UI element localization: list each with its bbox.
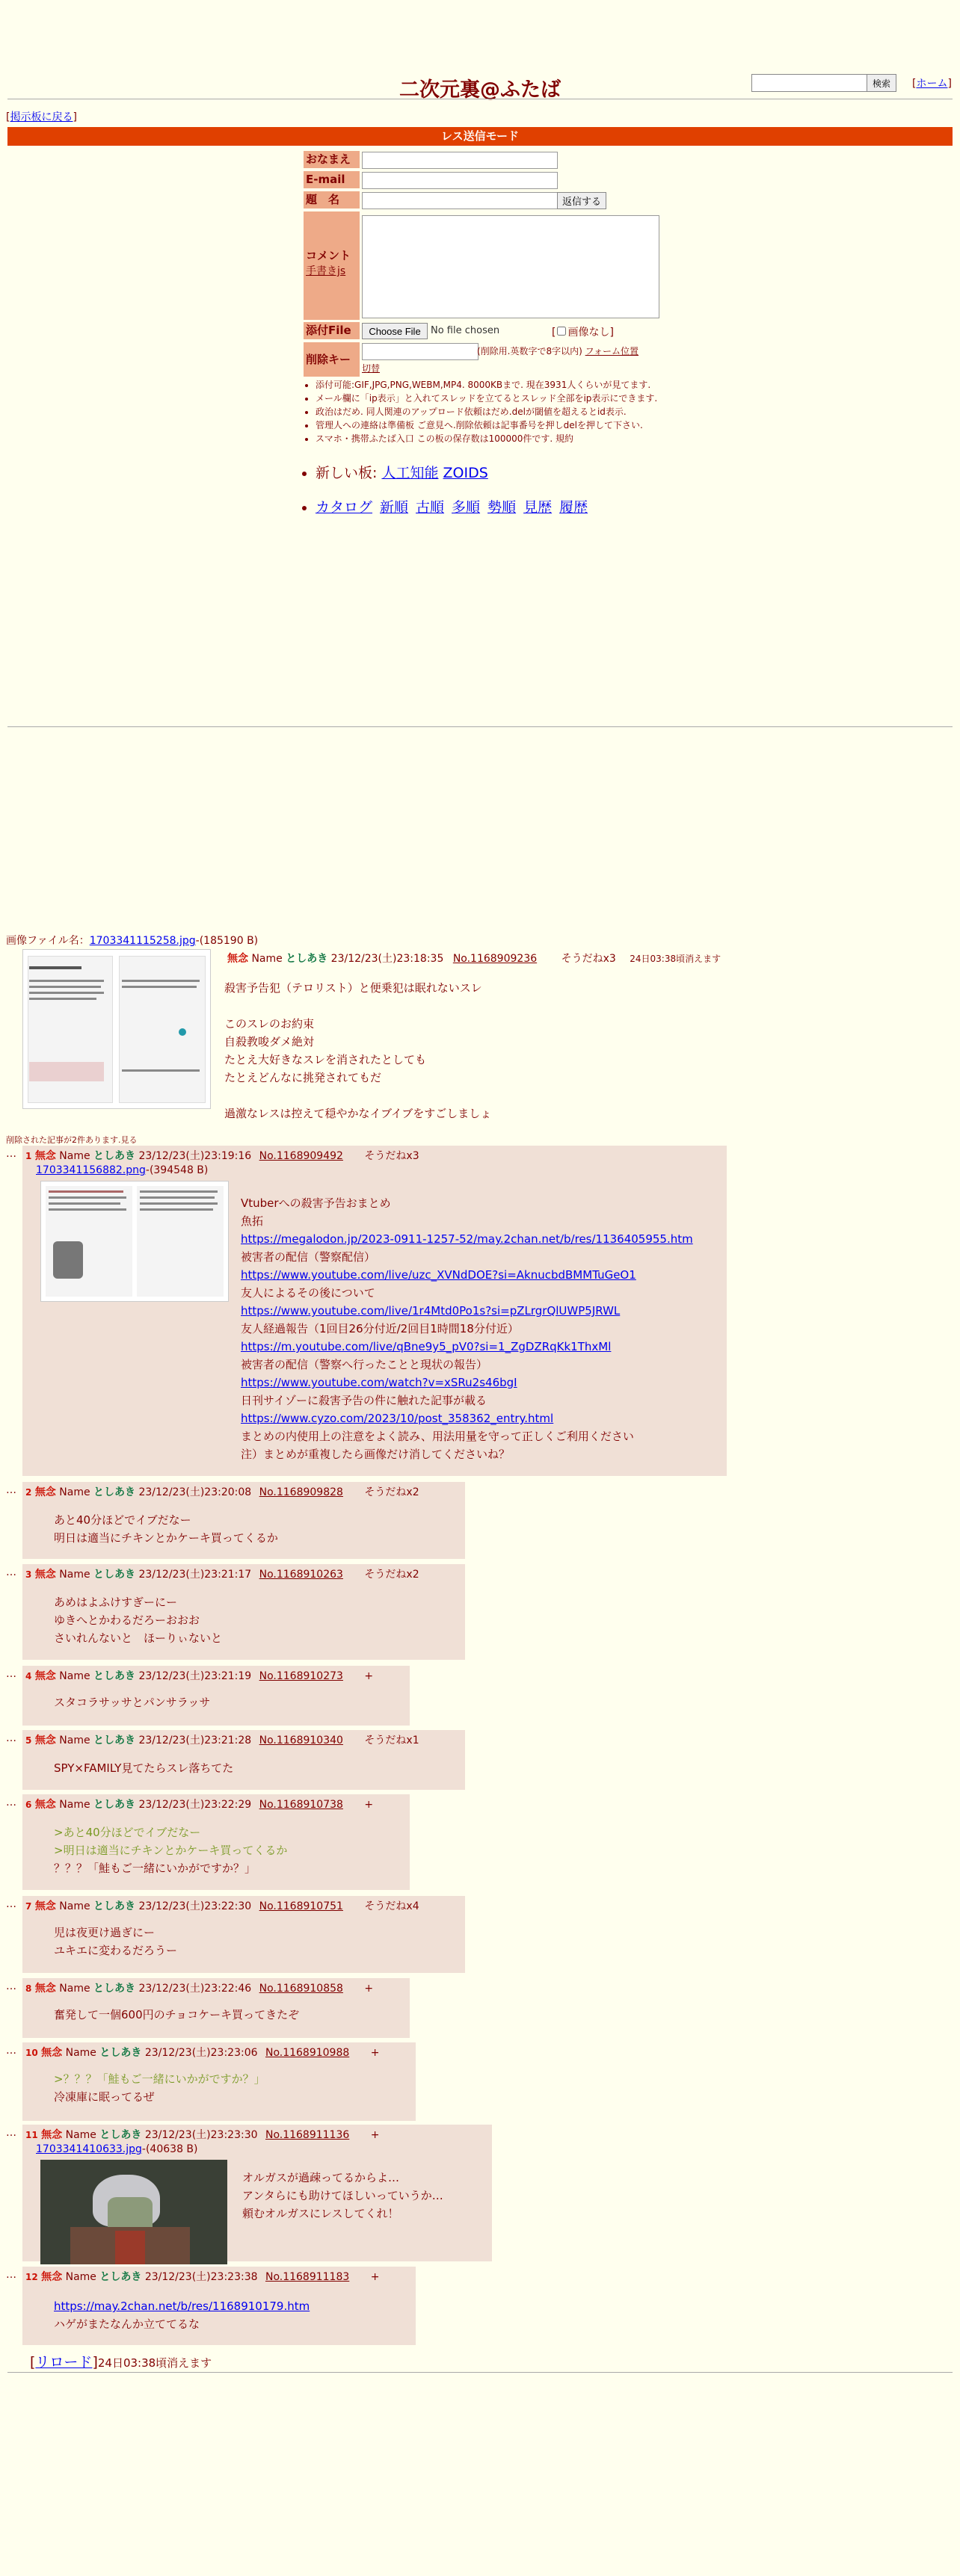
name-label: Name <box>59 1150 90 1162</box>
quote-line: >明日は適当にチキンとかケーキ買ってくるか <box>54 1844 288 1857</box>
op-line: このスレのお約束 <box>224 1017 315 1031</box>
reply-thumbnail[interactable] <box>40 1181 229 1302</box>
reply-index: 7 <box>25 1901 32 1912</box>
sodane-button[interactable]: そうだねx2 <box>364 1486 419 1498</box>
home-link[interactable]: ホーム <box>916 78 948 90</box>
reply-index: 10 <box>25 2048 38 2058</box>
delete-key-field[interactable] <box>362 343 479 360</box>
reply-header <box>25 1732 419 1747</box>
email-field[interactable] <box>362 172 558 189</box>
no-image-label: 画像なし <box>567 327 610 339</box>
reply-marker: … <box>6 1668 16 1680</box>
reply-line: ユキエに変わるだろうー <box>54 1944 178 1957</box>
op-file-size: -(185190 B) <box>195 935 259 947</box>
name-label: Name <box>59 1799 90 1811</box>
reply-subject: 無念 <box>34 1900 56 1912</box>
reply-header <box>25 2127 379 2142</box>
reply-index: 2 <box>25 1487 32 1498</box>
reply-line: ハゲがまたなんか立ててるな <box>54 2317 200 2331</box>
reply-header <box>25 1484 419 1499</box>
name-label: Name <box>251 953 283 965</box>
post-date: 23/12/23(土)23:19:16 <box>138 1150 252 1162</box>
reply-body <box>54 1593 222 1647</box>
reply-link[interactable]: https://megalodon.jp/2023-0911-1257-52/may.2chan.net/b/res/1136405955.htm <box>241 1232 693 1246</box>
reply-file-link[interactable]: 1703341156882.png <box>36 1164 146 1176</box>
sodane-button[interactable]: そうだねx2 <box>364 1569 419 1581</box>
op-thumbnail[interactable] <box>22 949 211 1109</box>
op-line <box>224 1087 491 1105</box>
reply-subject: 無念 <box>41 2271 63 2283</box>
post-number[interactable]: No.1168911136 <box>265 2129 350 2141</box>
name-label: Name <box>59 1983 90 1995</box>
reply-thumbnail[interactable] <box>40 2160 227 2264</box>
reply-body <box>54 1924 177 1959</box>
poster-name: としあき <box>93 1486 136 1498</box>
note-item: • 政治はだめ. 同人関連のアップロード依頼はだめ.delが閾値を超えるとid表示. <box>316 405 697 418</box>
delete-key-label: 削除キー <box>304 342 360 377</box>
reply-marker: … <box>6 1797 16 1809</box>
back-link-wrap: [掲示板に戻る] <box>6 111 77 123</box>
post-number[interactable]: No.1168910738 <box>259 1799 343 1811</box>
reply-index: 11 <box>25 2130 38 2140</box>
reply-line: ゆきへとかわるだろーおおお <box>54 1613 200 1627</box>
poster-name: としあき <box>93 1735 136 1746</box>
email-label: E-mail <box>304 171 360 188</box>
reply-header <box>25 1898 419 1913</box>
reply-body <box>54 2070 265 2106</box>
reply-index: 1 <box>25 1151 32 1161</box>
board-link-ai[interactable]: 人工知能 <box>381 465 439 481</box>
reply-line: Vtuberへの殺害予告おまとめ <box>241 1196 391 1210</box>
reply-line: オルガスが過疎ってるからよ… <box>242 2171 400 2184</box>
reply-line: あと40分ほどでイブだなー <box>54 1513 191 1527</box>
subject-field[interactable] <box>362 192 558 209</box>
note-item: • 管理人への連絡は準備板 ご意見へ.削除依頼は記事番号を押しdelを押して下さい. <box>316 418 697 432</box>
comment-textarea[interactable] <box>362 215 659 318</box>
reply-subject: 無念 <box>41 2047 63 2059</box>
name-label: Name <box>65 2271 96 2283</box>
reply-header <box>25 1797 373 1811</box>
reply-mode-bar: レス送信モード <box>7 127 953 146</box>
name-label: Name <box>59 1735 90 1746</box>
poster-name: としあき <box>93 1799 136 1811</box>
op-body <box>224 979 491 1122</box>
file-status: No file chosen <box>431 325 500 336</box>
reply-marker: … <box>6 2045 16 2057</box>
name-label: Name <box>59 1900 90 1912</box>
reply-header <box>25 1566 419 1581</box>
reply-line: 友人によるその後について <box>241 1286 375 1300</box>
reply-line: 児は夜更け過ぎにー <box>54 1926 156 1939</box>
post-date: 23/12/23(土)23:18:35 <box>330 953 444 965</box>
reply-subject: 無念 <box>34 1670 56 1682</box>
op-line: たとえどんなに挑発されてもだ <box>224 1071 382 1084</box>
sort-many[interactable]: 多順 <box>452 499 481 516</box>
post-date: 23/12/23(土)23:21:17 <box>138 1569 252 1581</box>
reload-link[interactable]: リロード <box>35 2354 93 2370</box>
new-boards <box>299 462 488 482</box>
reply-index: 6 <box>25 1800 32 1810</box>
reply-link[interactable]: https://www.youtube.com/watch?v=xSRu2s46bgI <box>241 1376 517 1389</box>
post-number[interactable]: No.1168910858 <box>259 1983 343 1995</box>
sodane-button[interactable]: + <box>364 1983 374 1995</box>
sodane-button[interactable]: そうだねx3 <box>561 953 616 965</box>
reply-marker: … <box>6 2269 16 2281</box>
no-image-option: [ 画像なし] <box>552 327 614 339</box>
post-date: 23/12/23(土)23:23:06 <box>144 2047 258 2059</box>
post-date: 23/12/23(土)23:21:19 <box>138 1670 252 1682</box>
page-title: 二次元裏@ふたば <box>399 78 561 102</box>
reply-line: ？？？「鮭もご一緒にいかがですか？」 <box>54 1862 256 1875</box>
reply-body <box>54 1693 210 1711</box>
reply-subject: 無念 <box>41 2129 63 2141</box>
reply-body <box>54 2006 299 2024</box>
search-input[interactable] <box>751 74 868 92</box>
reply-line: 冷凍庫に眠ってるぜ <box>54 2090 155 2104</box>
reply-line: スタコラサッサとパンサラッサ <box>54 1696 211 1709</box>
reply-index: 8 <box>25 1983 32 1994</box>
op-post-number[interactable]: No.1168909236 <box>452 953 538 965</box>
form-position-link[interactable]: フォーム位置 <box>585 346 639 356</box>
reply-line: アンタらにも助けてほしいっていうか… <box>242 2189 443 2202</box>
no-image-checkbox[interactable] <box>557 327 566 336</box>
post-number[interactable]: No.1168909828 <box>259 1486 343 1498</box>
new-boards-label: 新しい板: <box>316 465 378 481</box>
post-number[interactable]: No.1168910263 <box>259 1569 343 1581</box>
op-line: 過激なレスは控えて穏やかなイブイブをすごしましょ <box>224 1107 492 1120</box>
reply-subject: 無念 <box>34 1735 56 1746</box>
post-date: 23/12/23(土)23:22:29 <box>138 1799 252 1811</box>
sodane-button[interactable]: そうだねx3 <box>364 1150 419 1162</box>
reply-line: 被害者の配信（警察へ行ったことと現状の報告） <box>241 1358 488 1371</box>
sort-links <box>299 496 588 516</box>
reply-link[interactable]: https://www.youtube.com/live/1r4Mtd0Po1s?si=pZLrgrQlUWP5JRWL <box>241 1304 621 1318</box>
poster-name: としあき <box>93 1983 136 1995</box>
reply-marker: … <box>6 1566 16 1578</box>
home-link-wrap: [ホーム] <box>912 78 952 90</box>
divider <box>7 2372 953 2373</box>
poster-name: としあき <box>93 1670 136 1682</box>
post-date: 23/12/23(土)23:22:46 <box>138 1983 252 1995</box>
back-to-board-link[interactable]: 掲示板に戻る <box>10 111 73 123</box>
op-file-link[interactable]: 1703341115258.jpg <box>89 935 196 947</box>
reply-file-line <box>36 2143 198 2155</box>
reply-file-line <box>36 1164 208 1176</box>
deleted-notice[interactable]: 削除された記事が2件あります.見る <box>6 1135 138 1145</box>
handwriting-link[interactable]: 手書きjs <box>306 265 346 277</box>
post-date: 23/12/23(土)23:23:30 <box>144 2129 258 2141</box>
delete-key-hint-text: (削除用.英数字で8字以内) <box>477 346 582 356</box>
name-label: Name <box>65 2047 96 2059</box>
sort-history[interactable]: 履歴 <box>559 499 588 516</box>
reply-index: 5 <box>25 1735 32 1746</box>
reply-index: 4 <box>25 1671 32 1681</box>
poster-name: としあき <box>99 2271 142 2283</box>
notes-list <box>299 378 697 445</box>
reply-header <box>25 1980 373 1995</box>
op-file-label: 画像ファイル名： <box>6 935 90 947</box>
op-subject: 無念 <box>227 953 248 965</box>
post-number[interactable]: No.1168910988 <box>265 2047 350 2059</box>
reply-line: 明日は適当にチキンとかケーキ買ってくるか <box>54 1531 278 1545</box>
reply-subject: 無念 <box>34 1569 56 1581</box>
sodane-button[interactable]: そうだねx1 <box>364 1735 419 1746</box>
reply-body <box>54 1823 287 1877</box>
sodane-button[interactable]: + <box>370 2129 380 2141</box>
expire-notice: 24日03:38頃消えます <box>630 954 721 964</box>
name-field[interactable] <box>362 152 558 169</box>
poster-name: としあき <box>93 1150 136 1162</box>
reply-line: 注）まとめが重複したら画像だけ消してくださいね？ <box>241 1448 511 1461</box>
reply-link[interactable]: https://m.youtube.com/live/qBne9y5_pV0?si=1_ZgDZRqKk1ThxMl <box>241 1340 612 1353</box>
sodane-button[interactable]: + <box>364 1799 374 1811</box>
poster-name: としあき <box>99 2129 142 2141</box>
sodane-button[interactable]: + <box>370 2047 380 2059</box>
reply-body <box>242 2169 443 2223</box>
op-line <box>224 997 491 1015</box>
form-switch-link[interactable]: 切替 <box>362 363 381 374</box>
poster-name: としあき <box>99 2047 142 2059</box>
poster-name: としあき <box>93 1900 136 1912</box>
reply-subject: 無念 <box>34 1799 56 1811</box>
reply-marker: … <box>6 1980 16 1992</box>
note-item: • 添付可能:GIF,JPG,PNG,WEBM,MP4. 8000KBまで. 現在3931人くらいが見てます. <box>316 378 697 392</box>
reply-header <box>25 1148 419 1163</box>
reply-line: SPY×FAMILY見てたらスレ落ちてた <box>54 1761 234 1775</box>
reply-line: 友人経過報告（1回目26分付近/2回目1時間18分付近） <box>241 1322 519 1335</box>
post-number[interactable]: No.1168910273 <box>259 1670 343 1682</box>
reply-header <box>25 2045 379 2060</box>
reply-file-size: -(394548 B) <box>145 1164 209 1176</box>
post-number[interactable]: No.1168910751 <box>259 1900 343 1912</box>
comment-label-cell <box>304 211 360 320</box>
reply-line: 魚拓 <box>241 1214 264 1228</box>
sodane-button[interactable]: + <box>364 1670 374 1682</box>
reply-body <box>54 1511 278 1547</box>
file-label: 添付File <box>304 322 360 339</box>
name-label: Name <box>65 2129 96 2141</box>
quote-line: >？？？「鮭もご一緒にいかがですか？」 <box>54 2072 265 2086</box>
op-header <box>227 951 721 966</box>
note-item: • スマホ・携帯ふたば入口 この板の保存数は100000件です. 規約 <box>316 432 697 445</box>
reply-index: 3 <box>25 1569 32 1580</box>
reply-marker: … <box>6 2127 16 2139</box>
quote-line: >あと40分ほどでイブだなー <box>54 1826 201 1839</box>
name-label: Name <box>59 1670 90 1682</box>
note-item: • メール欄に「ip表示」と入れてスレッドを立てるとスレッド全部をip表示にできます. <box>316 392 697 405</box>
reply-subject: 無念 <box>34 1486 56 1498</box>
post-number[interactable]: No.1168911183 <box>265 2271 350 2283</box>
reply-link[interactable]: https://www.cyzo.com/2023/10/post_358362_entry.html <box>241 1412 554 1425</box>
op-line: 殺害予告犯（テロリスト）と便乗犯は眠れないスレ <box>224 981 482 995</box>
reply-body <box>54 2297 310 2333</box>
reply-line: さいれんないと ほーりぃないと <box>54 1631 223 1645</box>
sort-catalog[interactable]: カタログ <box>316 499 373 516</box>
reply-line: あめはよふけすぎーにー <box>54 1596 178 1609</box>
reply-marker: … <box>6 1898 16 1910</box>
reply-line: 日刊サイゾーに殺害予告の件に触れた記事が載る <box>241 1394 487 1407</box>
reply-header <box>25 1668 373 1683</box>
reply-marker: … <box>6 1484 16 1496</box>
op-line: たとえ大好きなスレを消されたとしても <box>224 1053 427 1066</box>
reply-body <box>54 1759 233 1777</box>
sodane-button[interactable]: そうだねx4 <box>364 1900 419 1912</box>
choose-file-button[interactable]: Choose File <box>362 323 428 339</box>
reply-marker: … <box>6 1732 16 1744</box>
search-button[interactable]: 検索 <box>867 74 896 92</box>
board-link-zoids[interactable]: ZOIDS <box>443 465 488 481</box>
reply-index: 12 <box>25 2272 38 2282</box>
comment-label: コメント <box>306 249 351 262</box>
reply-line: 頼むオルガスにレスしてくれ！ <box>242 2207 399 2220</box>
reply-file-size: -(40638 B) <box>141 2143 198 2155</box>
post-date: 23/12/23(土)23:23:38 <box>144 2271 258 2283</box>
submit-reply-button[interactable]: 返信する <box>557 192 606 209</box>
name-label: おなまえ <box>304 151 360 168</box>
poster-name: としあき <box>286 953 328 965</box>
reply-header <box>25 2269 379 2284</box>
reply-body <box>241 1194 693 1463</box>
subject-label: 題 名 <box>304 191 360 209</box>
name-label: Name <box>59 1486 90 1498</box>
op-line: 自殺教唆ダメ絶対 <box>224 1035 315 1048</box>
reply-file-link[interactable]: 1703341410633.jpg <box>36 2143 142 2155</box>
sort-old[interactable]: 古順 <box>416 499 445 516</box>
post-date: 23/12/23(土)23:21:28 <box>138 1735 252 1746</box>
divider <box>7 726 953 727</box>
reply-line: まとめの内使用上の注意をよく読み、用法用量を守って正しくご利用ください <box>241 1430 634 1443</box>
reply-subject: 無念 <box>34 1983 56 1995</box>
reply-line: 奮発して一個600円のチョコケーキ買ってきたぞ <box>54 2008 300 2021</box>
sodane-button[interactable]: + <box>370 2271 380 2283</box>
sort-viewed[interactable]: 見歴 <box>523 499 553 516</box>
sort-momentum[interactable]: 勢順 <box>487 499 517 516</box>
reply-subject: 無念 <box>34 1150 56 1162</box>
post-number[interactable]: No.1168910340 <box>259 1735 343 1746</box>
poster-name: としあき <box>93 1569 136 1581</box>
op-file-line <box>6 933 258 948</box>
post-date: 23/12/23(土)23:22:30 <box>138 1900 252 1912</box>
reply-marker: … <box>6 1148 16 1160</box>
post-number[interactable]: No.1168909492 <box>259 1150 343 1162</box>
name-label: Name <box>59 1569 90 1581</box>
footer: [リロード]24日03:38頃消えます <box>30 2354 212 2370</box>
reply-link[interactable]: https://www.youtube.com/live/uzc_XVNdDOE?si=AknucbdBMMTuGeO1 <box>241 1268 636 1282</box>
delete-key-hint <box>477 345 639 357</box>
sort-new[interactable]: 新順 <box>380 499 409 516</box>
expire-notice: 24日03:38頃消えます <box>97 2356 212 2370</box>
reply-line: 被害者の配信（警察配信） <box>241 1250 376 1264</box>
post-date: 23/12/23(土)23:20:08 <box>138 1486 252 1498</box>
reply-link[interactable]: https://may.2chan.net/b/res/1168910179.htm <box>54 2299 310 2313</box>
